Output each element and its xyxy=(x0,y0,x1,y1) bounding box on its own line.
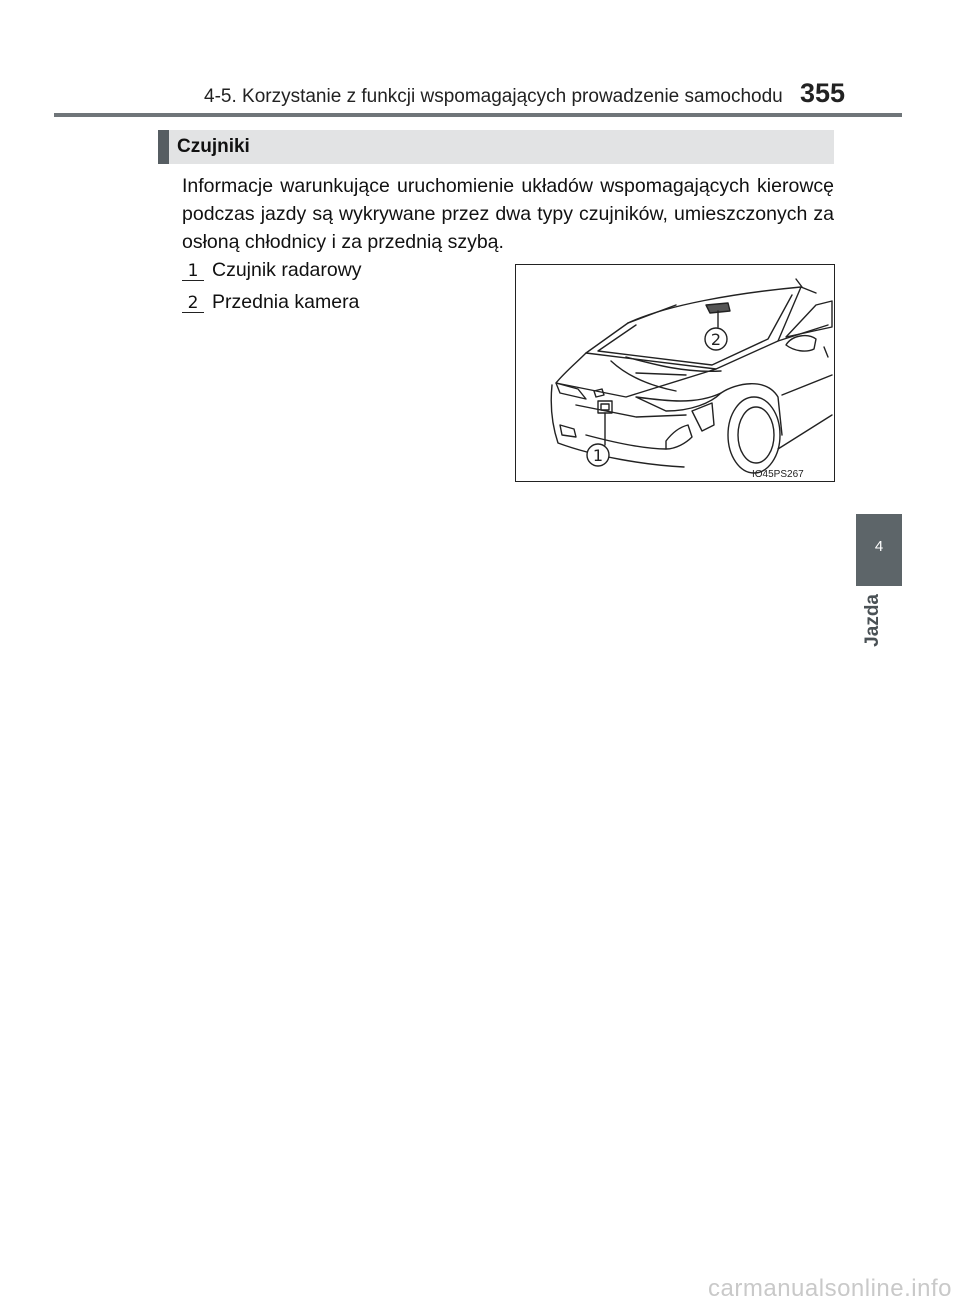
windshield-inner xyxy=(598,295,792,365)
headlight xyxy=(636,393,721,411)
chapter-tab xyxy=(856,514,902,586)
windshield-top xyxy=(628,305,676,323)
section-heading xyxy=(158,130,834,164)
section-heading-text: Czujniki xyxy=(177,136,250,157)
legend-item-camera xyxy=(182,291,359,314)
header-rule xyxy=(54,113,902,117)
legend-number: 2 xyxy=(182,294,204,313)
fuel-symbol xyxy=(824,347,828,357)
chapter-number: 4 xyxy=(874,538,884,555)
illustration-code: IO45PS267 xyxy=(752,469,804,480)
callout-number-camera: 2 xyxy=(710,330,722,349)
car-sensor-illustration xyxy=(515,264,835,482)
car-front-drawing xyxy=(516,265,835,482)
side-mirror xyxy=(786,336,816,351)
fog-light-right xyxy=(666,425,692,449)
side-sill xyxy=(778,415,832,449)
header-title: 4-5. Korzystanie z funkcji wspomagających prowadzenie samochodu xyxy=(204,86,783,107)
callout-number-radar: 1 xyxy=(592,446,604,465)
bumper-outline xyxy=(551,385,684,467)
legend-number: 1 xyxy=(182,262,204,281)
legend-item-radar xyxy=(182,259,362,282)
wiper xyxy=(636,373,686,375)
hood-crease xyxy=(611,361,676,391)
chapter-name: Jazda xyxy=(862,594,883,647)
antenna xyxy=(796,279,802,287)
fog-light-left xyxy=(560,425,576,437)
front-wheel-inner xyxy=(738,407,774,463)
page-number: 355 xyxy=(800,78,846,108)
legend-label: Przednia kamera xyxy=(212,291,360,313)
watermark: carmanualsonline.info xyxy=(708,1275,952,1302)
body-paragraph: Informacje warunkujące uruchomienie układów wspomagających kierowcę podczas jazdy są wykrywane przez dwa typy czujników, umieszczonych za osłoną chłodnicy i za przednią szybą. xyxy=(182,175,834,253)
chapter-name-vertical xyxy=(862,594,884,664)
front-wheel xyxy=(728,397,780,473)
windshield-outline xyxy=(586,287,801,369)
side-crease xyxy=(782,375,832,395)
legend-label: Czujnik radarowy xyxy=(212,259,362,281)
radar-sensor-inner xyxy=(601,404,609,410)
